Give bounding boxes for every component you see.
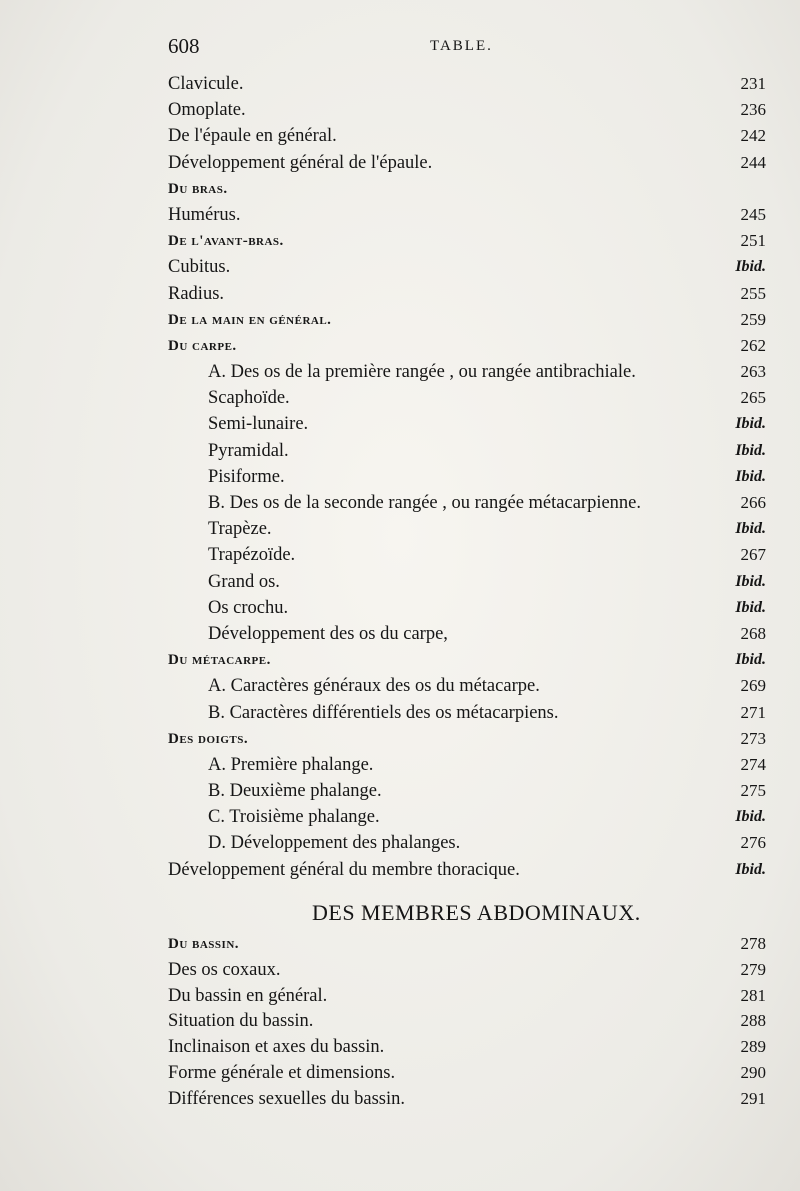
toc-entry: [168, 490, 766, 516]
toc-entry: [168, 804, 766, 830]
toc-entry: [168, 595, 766, 621]
toc-entry: [168, 307, 766, 333]
toc-entry-title: Différences sexuelles du bassin.: [168, 1088, 406, 1109]
toc-entry-page: 242: [740, 126, 766, 146]
toc-entry: [168, 778, 766, 804]
toc-entry: [168, 983, 766, 1009]
toc-entry: [168, 516, 766, 542]
toc-entry-page: 289: [740, 1037, 766, 1057]
toc-entry-page: 278: [740, 934, 766, 953]
toc-entry-page: 273: [740, 728, 766, 748]
toc-entry: [168, 673, 766, 699]
toc-entry-title: Trapézoïde.: [208, 545, 296, 566]
toc-entry-title: Os crochu.: [208, 597, 289, 618]
toc-entry-page: Ibid.: [735, 651, 766, 669]
toc-entry-title: Du bassin en général.: [168, 985, 328, 1006]
toc-entry: [168, 71, 766, 97]
toc-entry-title: Scaphoïde.: [208, 388, 290, 409]
toc-entry-title: Développement des os du carpe,: [208, 623, 448, 644]
toc-entry-title: Pisiforme.: [208, 466, 285, 487]
toc-entry-page: 262: [740, 335, 766, 355]
page-header: [168, 34, 763, 58]
toc-entry-page: 236: [740, 100, 766, 120]
toc-entry-title: Cubitus.: [168, 257, 231, 278]
toc-entry-title: B. Des os de la seconde rangée , ou rangée métacarpienne.: [208, 493, 642, 513]
toc-entry: [168, 359, 766, 385]
toc-entry-title: Inclinaison et axes du bassin.: [168, 1037, 385, 1058]
toc-entry: [168, 281, 766, 307]
toc-entry: [168, 123, 766, 149]
toc-entry-page: 274: [740, 754, 766, 774]
toc-entry-title: De la main en général.: [168, 311, 332, 328]
toc-entry-title: Du métacarpe.: [168, 652, 271, 669]
toc-entry-page: 267: [740, 545, 766, 565]
toc-entry-title: Omoplate.: [168, 100, 246, 121]
toc-entry: [168, 411, 766, 437]
toc-entry-page: Ibid.: [735, 808, 766, 826]
toc-entry-title: B. Deuxième phalange.: [208, 781, 382, 802]
toc-entry-title: Des os coxaux.: [168, 959, 281, 980]
toc-entry-page: Ibid.: [735, 598, 766, 616]
toc-entry: [168, 228, 766, 254]
toc-entry-page: Ibid.: [735, 441, 766, 459]
toc-entry: [168, 647, 766, 673]
toc-entry: [168, 752, 766, 778]
toc-entry-page: Ibid.: [735, 467, 766, 485]
toc-entry: [168, 97, 766, 123]
toc-entry-page: 279: [740, 959, 766, 979]
toc-entry-page: Ibid.: [735, 258, 766, 276]
toc-entry: [168, 464, 766, 490]
toc-entry: [168, 438, 766, 464]
toc-entry-page: 288: [740, 1011, 766, 1031]
toc-entry: [168, 1086, 766, 1112]
toc-entry-title: De l'avant-bras.: [168, 233, 284, 250]
toc-entry-title: Du bassin.: [168, 936, 240, 952]
toc-entry-title: Grand os.: [208, 571, 280, 592]
toc-entry-page: 263: [740, 362, 766, 382]
toc-entry-title: Développement général de l'épaule.: [168, 152, 433, 173]
toc-entry: [168, 726, 766, 752]
toc-entry: [168, 621, 766, 647]
toc-entry: [168, 1008, 766, 1034]
toc-entry: [168, 254, 766, 280]
toc-entry: [168, 385, 766, 411]
toc-entry-title: Du bras.: [168, 180, 228, 197]
toc-entry: [168, 333, 766, 359]
toc-entry-page: Ibid.: [735, 572, 766, 590]
table-of-contents-list: [168, 71, 766, 883]
toc-entry: [168, 1060, 766, 1086]
toc-entry-page: 266: [740, 493, 766, 512]
toc-entry-title: Forme générale et dimensions.: [168, 1062, 396, 1083]
table-of-contents-list-abdominal: [168, 931, 766, 1112]
toc-entry: [168, 542, 766, 568]
toc-entry: [168, 700, 766, 726]
toc-entry-title: Trapèze.: [208, 519, 272, 540]
toc-entry-title: A. Caractères généraux des os du métacarpe.: [208, 676, 540, 697]
toc-entry-title: Semi-lunaire.: [208, 414, 309, 435]
page-number: 608: [168, 34, 200, 58]
toc-entry: [168, 957, 766, 983]
toc-entry-page: 281: [740, 985, 766, 1005]
toc-entry-page: 245: [740, 204, 766, 224]
toc-entry-page: 255: [740, 283, 766, 303]
toc-entry: [168, 1034, 766, 1060]
toc-entry-page: 268: [740, 623, 766, 643]
toc-entry: [168, 202, 766, 228]
toc-entry-title: De l'épaule en général.: [168, 126, 337, 147]
toc-entry-title: Radius.: [168, 283, 225, 304]
toc-entry-title: Pyramidal.: [208, 440, 289, 461]
toc-entry-title: Situation du bassin.: [168, 1011, 314, 1032]
toc-entry-title: Clavicule.: [168, 74, 244, 94]
toc-entry-page: Ibid.: [735, 520, 766, 538]
toc-entry-title: Développement général du membre thoracique.: [168, 859, 520, 880]
toc-entry-title: A. Première phalange.: [208, 754, 374, 775]
toc-entry-page: 251: [740, 231, 766, 251]
toc-entry-page: Ibid.: [735, 415, 766, 433]
toc-entry-page: 275: [740, 781, 766, 801]
toc-entry-title: Du carpe.: [168, 337, 237, 354]
toc-entry-page: 244: [740, 152, 766, 172]
toc-entry: [168, 176, 766, 202]
toc-entry-page: Ibid.: [735, 860, 766, 878]
toc-entry-page: 259: [740, 309, 766, 329]
toc-entry: [168, 931, 766, 957]
toc-entry-page: 291: [740, 1088, 766, 1108]
toc-entry-title: Des doigts.: [168, 730, 249, 747]
toc-entry-page: 271: [740, 702, 766, 722]
toc-entry-page: 231: [740, 74, 766, 93]
toc-entry-title: Humérus.: [168, 204, 241, 225]
running-title: TABLE.: [430, 38, 493, 54]
toc-entry-title: D. Développement des phalanges.: [208, 833, 461, 854]
toc-entry-page: 269: [740, 676, 766, 696]
toc-entry-title: A. Des os de la première rangée , ou rangée antibrachiale.: [208, 362, 636, 383]
toc-entry-title: B. Caractères différentiels des os métacarpiens.: [208, 702, 559, 723]
toc-entry: [168, 150, 766, 176]
toc-entry-page: 290: [740, 1062, 766, 1082]
toc-entry: [168, 830, 766, 856]
toc-entry-title: C. Troisième phalange.: [208, 807, 380, 828]
toc-entry: [168, 857, 766, 883]
toc-entry-page: 276: [740, 833, 766, 853]
section-title: DES MEMBRES ABDOMINAUX.: [312, 900, 641, 925]
toc-entry-page: 265: [740, 388, 766, 408]
toc-entry: [168, 569, 766, 595]
